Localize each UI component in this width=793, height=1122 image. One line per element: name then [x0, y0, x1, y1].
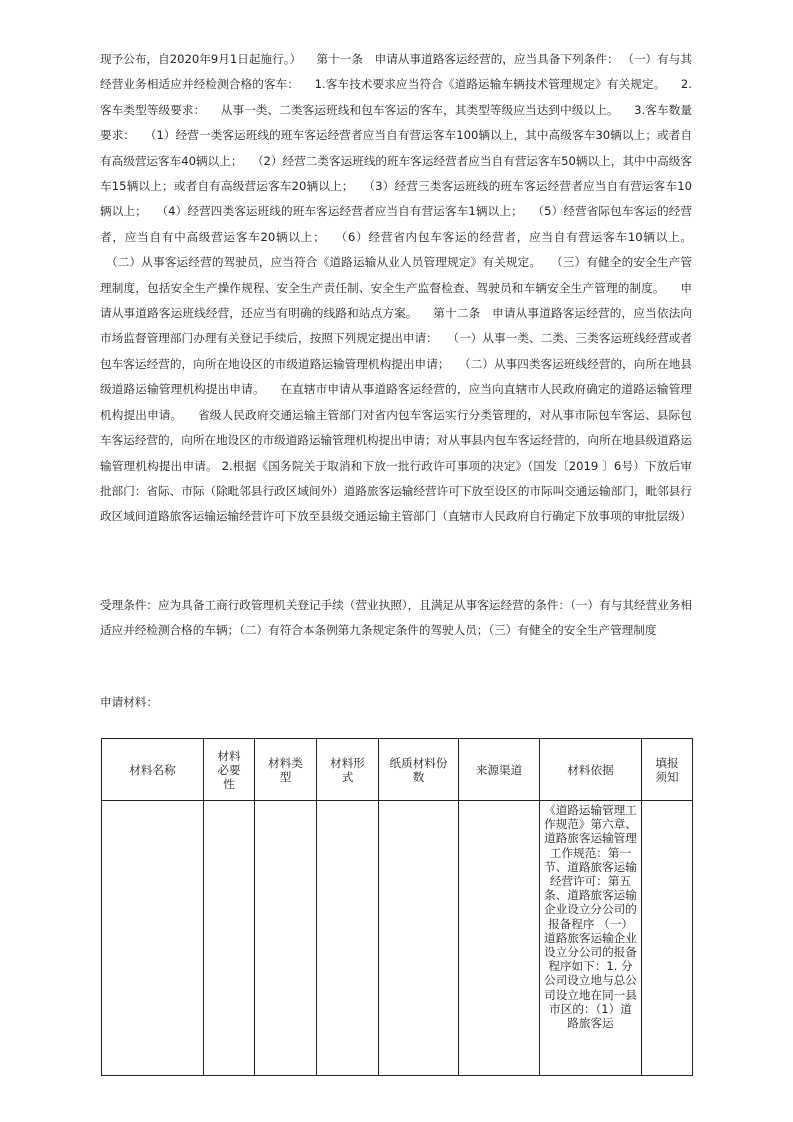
- cell-material-basis: 《道路运输管理工作规范》第六章、道路旅客运输管理工作规范：第一节、道路旅客运输经营许可：第五条、道路旅客运输企业设立分公司的报备程序 （一）道路旅客运输企业设立分公司的报备程序如下：1. 分公司设立地与总公司设立地在同一县市区的：（1）道路旅客运: [540, 801, 642, 1076]
- cell-filling-notes: [642, 801, 693, 1076]
- header-material-form: 材料形式: [317, 739, 379, 801]
- table-row: [102, 801, 693, 1076]
- cell-source-channel: [459, 801, 540, 1076]
- conditions-paragraph: 现予公布，自2020年9月1日起施行。） 第十一条 申请从事道路客运经营的，应当具备下列条件： （一）有与其经营业务相适应并经检测合格的客车： 1.客车技术要求应当符合《道路运输车辆技术管理规定》有关规定。 2.客车类型等级要求： 从事一类、二类客运班线和包车客运的客车，其类型等级应当达到中级以上。 3.客车数量要求： （1）经营一类客运班线的班车客运经营者应当自有营运客车100辆以上，其中高级客车30辆以上；或者自有高级营运客车40辆以上； （2）经营二类客运班线的班车客运经营者应当自有营运客车50辆以上，其中中高级客车15辆以上；或者自有高级营运客车20辆以上； （3）经营三类客运班线的班车客运经营者应当自有营运客车10辆以上； （4）经营四类客运班线的班车客运经营者应当自有营运客车1辆以上； （5）经营省际包车客运的经营者，应当自有中高级营运客车20辆以上； （6）经营省内包车客运的经营者，应当自有营运客车10辆以上。 （二）从事客运经营的驾驶员，应当符合《道路运输从业人员管理规定》有关规定。 （三）有健全的安全生产管理制度，包括安全生产操作规程、安全生产责任制、安全生产监督检查、驾驶员和车辆安全生产管理的制度。 申请从事道路客运班线经营，还应当有明确的线路和站点方案。 第十二条 申请从事道路客运经营的，应当依法向市场监督管理部门办理有关登记手续后，按照下列规定提出申请： （一）从事一类、二类、三类客运班线经营或者包车客运经营的，向所在地设区的市级道路运输管理机构提出申请； （二）从事四类客运班线经营的，向所在地县级道路运输管理机构提出申请。 在直辖市申请从事道路客运经营的，应当向直辖市人民政府确定的道路运输管理机构提出申请。 省级人民政府交通运输主管部门对省内包车客运实行分类管理的，对从事市际包车客运、县际包车客运经营的，向所在地设区的市级道路运输管理机构提出申请；对从事县内包车客运经营的，向所在地县级道路运输管理机构提出申请。 2.根据《国务院关于取消和下放一批行政许可事项的决定》（国发〔2019 〕6号）下放后审批部门：省际、市际（除毗邻县行政区域间外）道路旅客运输经营许可下放至设区的市际叫交通运输部门，毗邻县行政区域间道路旅客运输运输经营许可下放至县级交通运输主管部门（直辖市人民政府自行确定下放事项的审批层级）: [100, 52, 692, 524]
- header-material-type: 材料类型: [255, 739, 317, 801]
- materials-heading: 申请材料：: [100, 695, 158, 709]
- header-paper-copies: 纸质材料份数: [379, 739, 459, 801]
- materials-table: [101, 738, 693, 1076]
- header-source-channel: 来源渠道: [459, 739, 540, 801]
- cell-paper-copies: [379, 801, 459, 1076]
- header-material-required: 材料必要性: [204, 739, 255, 801]
- header-material-name: 材料名称: [102, 739, 204, 801]
- cell-material-required: [204, 801, 255, 1076]
- cell-material-type: [255, 801, 317, 1076]
- table-header-row: [102, 739, 693, 801]
- cell-material-form: [317, 801, 379, 1076]
- cell-material-name: [102, 801, 204, 1076]
- acceptance-conditions-paragraph: 受理条件：应为具备工商行政管理机关登记手续（营业执照），且满足从事客运经营的条件：（一）有与其经营业务相适应并经检测合格的车辆；（二）有符合本条例第九条规定条件的驾驶人员；（三）有健全的安全生产管理制度: [100, 598, 692, 638]
- header-material-basis: 材料依据: [540, 739, 642, 801]
- header-filling-notes: 填报须知: [642, 739, 693, 801]
